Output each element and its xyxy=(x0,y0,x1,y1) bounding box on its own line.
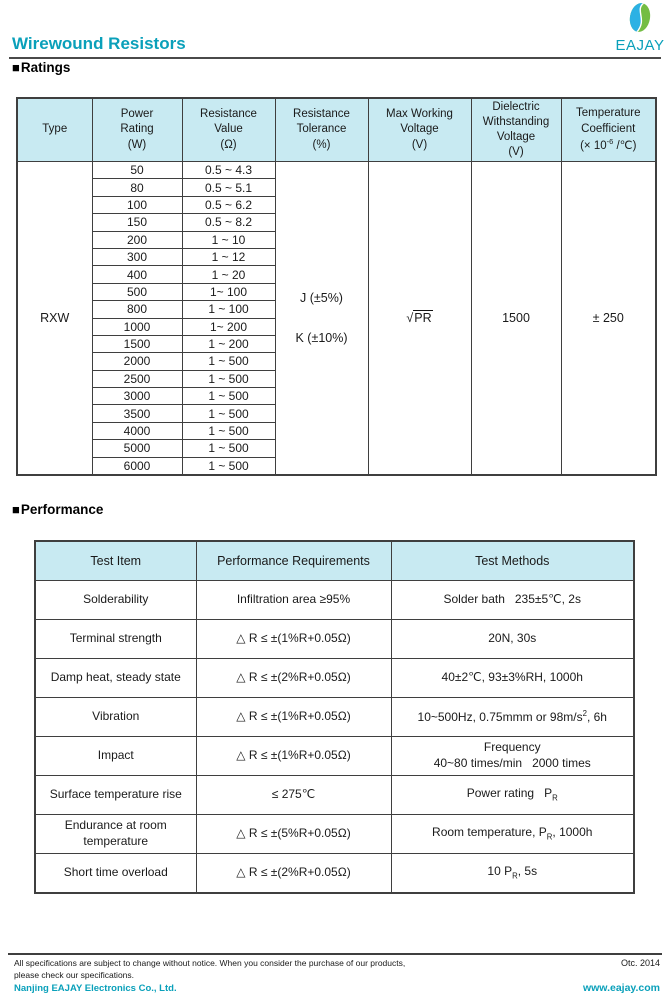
performance-table xyxy=(34,540,635,894)
footer-divider xyxy=(8,953,662,955)
method-cell: Frequency 40~80 times/min 2000 times xyxy=(391,737,634,776)
col-header-power: Power Rating (W) xyxy=(92,98,182,162)
range-cell: 1 ~ 500 xyxy=(182,457,275,475)
col-header-max-voltage: Max Working Voltage (V) xyxy=(368,98,471,162)
range-cell: 1~ 200 xyxy=(182,318,275,335)
tolerance-j-value: J (±5%) xyxy=(300,290,343,305)
performance-row xyxy=(35,776,634,815)
test-item-cell: Vibration xyxy=(35,698,196,737)
requirement-cell: △ R ≤ ±(2%R+0.05Ω) xyxy=(196,854,391,894)
performance-row xyxy=(35,659,634,698)
range-cell: 1 ~ 20 xyxy=(182,266,275,283)
ratings-heading-label: Ratings xyxy=(20,60,71,75)
power-cell: 4000 xyxy=(92,422,182,439)
test-item-cell: Solderability xyxy=(35,581,196,620)
col-header-type: Type xyxy=(17,98,92,162)
ratings-row xyxy=(17,162,656,179)
type-cell: RXW xyxy=(17,162,92,476)
page-title: Wirewound Resistors xyxy=(12,34,186,53)
col-header-dielectric: Dielectric Withstanding Voltage (V) xyxy=(471,98,561,162)
requirement-cell: △ R ≤ ±(1%R+0.05Ω) xyxy=(196,698,391,737)
range-cell: 1 ~ 500 xyxy=(182,370,275,387)
sqrt-radical-symbol: √ xyxy=(406,310,414,325)
dielectric-cell: 1500 xyxy=(471,162,561,476)
range-cell: 1 ~ 500 xyxy=(182,440,275,457)
range-cell: 1 ~ 200 xyxy=(182,335,275,352)
max-voltage-cell xyxy=(368,162,471,476)
power-cell: 200 xyxy=(92,231,182,248)
power-cell: 300 xyxy=(92,248,182,265)
col-header-test-item: Test Item xyxy=(35,541,196,581)
method-cell: Room temperature, $P_R$, 1000h xyxy=(391,815,634,854)
range-cell: 1 ~ 500 xyxy=(182,422,275,439)
method-cell: 10 $P_R$, 5s xyxy=(391,854,634,894)
requirement-cell: △ R ≤ ±(1%R+0.05Ω) xyxy=(196,620,391,659)
performance-row xyxy=(35,815,634,854)
method-cell: 20N, 30s xyxy=(391,620,634,659)
method-cell: Solder bath 235±5℃, 2s xyxy=(391,581,634,620)
range-cell: 0.5 ~ 8.2 xyxy=(182,214,275,231)
power-cell: 500 xyxy=(92,283,182,300)
power-cell: 1500 xyxy=(92,335,182,352)
range-cell: 1 ~ 10 xyxy=(182,231,275,248)
test-item-cell: Endurance at room temperature xyxy=(35,815,196,854)
ratings-heading xyxy=(12,60,70,75)
power-cell: 150 xyxy=(92,214,182,231)
square-bullet-icon: ■ xyxy=(12,502,20,517)
power-cell: 5000 xyxy=(92,440,182,457)
performance-row xyxy=(35,581,634,620)
range-cell: 1~ 100 xyxy=(182,283,275,300)
method-cell: 40±2℃, 93±3%RH, 1000h xyxy=(391,659,634,698)
range-cell: 0.5 ~ 5.1 xyxy=(182,179,275,196)
requirement-cell: Infiltration area ≥95% xyxy=(196,581,391,620)
sqrt-radicand: PR xyxy=(414,310,432,325)
ratings-table xyxy=(16,97,657,476)
footer-disclaimer-line1: All specifications are subject to change without notice. When you consider the purchase of our products, xyxy=(14,958,406,968)
power-cell: 100 xyxy=(92,196,182,213)
test-item-cell: Surface temperature rise xyxy=(35,776,196,815)
power-cell: 800 xyxy=(92,301,182,318)
requirement-cell: △ R ≤ ±(5%R+0.05Ω) xyxy=(196,815,391,854)
power-cell: 400 xyxy=(92,266,182,283)
method-cell: 10~500Hz, 0.75mmm or $98m/s^2$, 6h xyxy=(391,698,634,737)
tolerance-cell xyxy=(275,162,368,476)
footer-company-name: Nanjing EAJAY Electronics Co., Ltd. xyxy=(14,983,177,994)
col-header-test-methods: Test Methods xyxy=(391,541,634,581)
power-cell: 1000 xyxy=(92,318,182,335)
tolerance-k-value: K (±10%) xyxy=(295,331,348,346)
test-item-cell: Terminal strength xyxy=(35,620,196,659)
footer-date: Otc. 2014 xyxy=(620,958,660,968)
title-divider xyxy=(9,57,661,59)
performance-row xyxy=(35,620,634,659)
col-header-temp-coeff: Temperature Coefficient (× $10^{-6}$ /℃) xyxy=(561,98,656,162)
temp-coeff-cell: ± 250 xyxy=(561,162,656,476)
performance-heading-label: Performance xyxy=(20,502,104,517)
power-cell: 3000 xyxy=(92,388,182,405)
power-cell: 50 xyxy=(92,162,182,179)
ratings-table-header xyxy=(17,98,656,162)
leaf-logo-icon xyxy=(629,20,651,37)
power-cell: 3500 xyxy=(92,405,182,422)
power-cell: 80 xyxy=(92,179,182,196)
requirement-cell: △ R ≤ ±(1%R+0.05Ω) xyxy=(196,737,391,776)
performance-row xyxy=(35,854,634,894)
performance-heading xyxy=(12,502,103,517)
range-cell: 1 ~ 500 xyxy=(182,388,275,405)
col-header-resistance-value: Resistance Value (Ω) xyxy=(182,98,275,162)
logo-wordmark: EAJAY xyxy=(615,37,665,54)
footer-disclaimer-line2: please check our specifications. xyxy=(14,970,135,980)
range-cell: 1 ~ 500 xyxy=(182,353,275,370)
requirement-cell: △ R ≤ ±(2%R+0.05Ω) xyxy=(196,659,391,698)
col-header-requirements: Performance Requirements xyxy=(196,541,391,581)
range-cell: 0.5 ~ 4.3 xyxy=(182,162,275,179)
range-cell: 1 ~ 500 xyxy=(182,405,275,422)
square-bullet-icon: ■ xyxy=(12,60,20,75)
method-cell: Power rating $P_R$ xyxy=(391,776,634,815)
power-cell: 2500 xyxy=(92,370,182,387)
test-item-cell: Short time overload xyxy=(35,854,196,894)
test-item-cell: Damp heat, steady state xyxy=(35,659,196,698)
performance-table-header xyxy=(35,541,634,581)
col-header-tolerance: Resistance Tolerance (%) xyxy=(275,98,368,162)
performance-row xyxy=(35,698,634,737)
requirement-cell: ≤ 275℃ xyxy=(196,776,391,815)
range-cell: 0.5 ~ 6.2 xyxy=(182,196,275,213)
footer-website: www.eajay.com xyxy=(582,982,660,994)
range-cell: 1 ~ 100 xyxy=(182,301,275,318)
power-cell: 2000 xyxy=(92,353,182,370)
test-item-cell: Impact xyxy=(35,737,196,776)
performance-row xyxy=(35,737,634,776)
power-cell: 6000 xyxy=(92,457,182,475)
company-logo xyxy=(612,2,668,54)
range-cell: 1 ~ 12 xyxy=(182,248,275,265)
